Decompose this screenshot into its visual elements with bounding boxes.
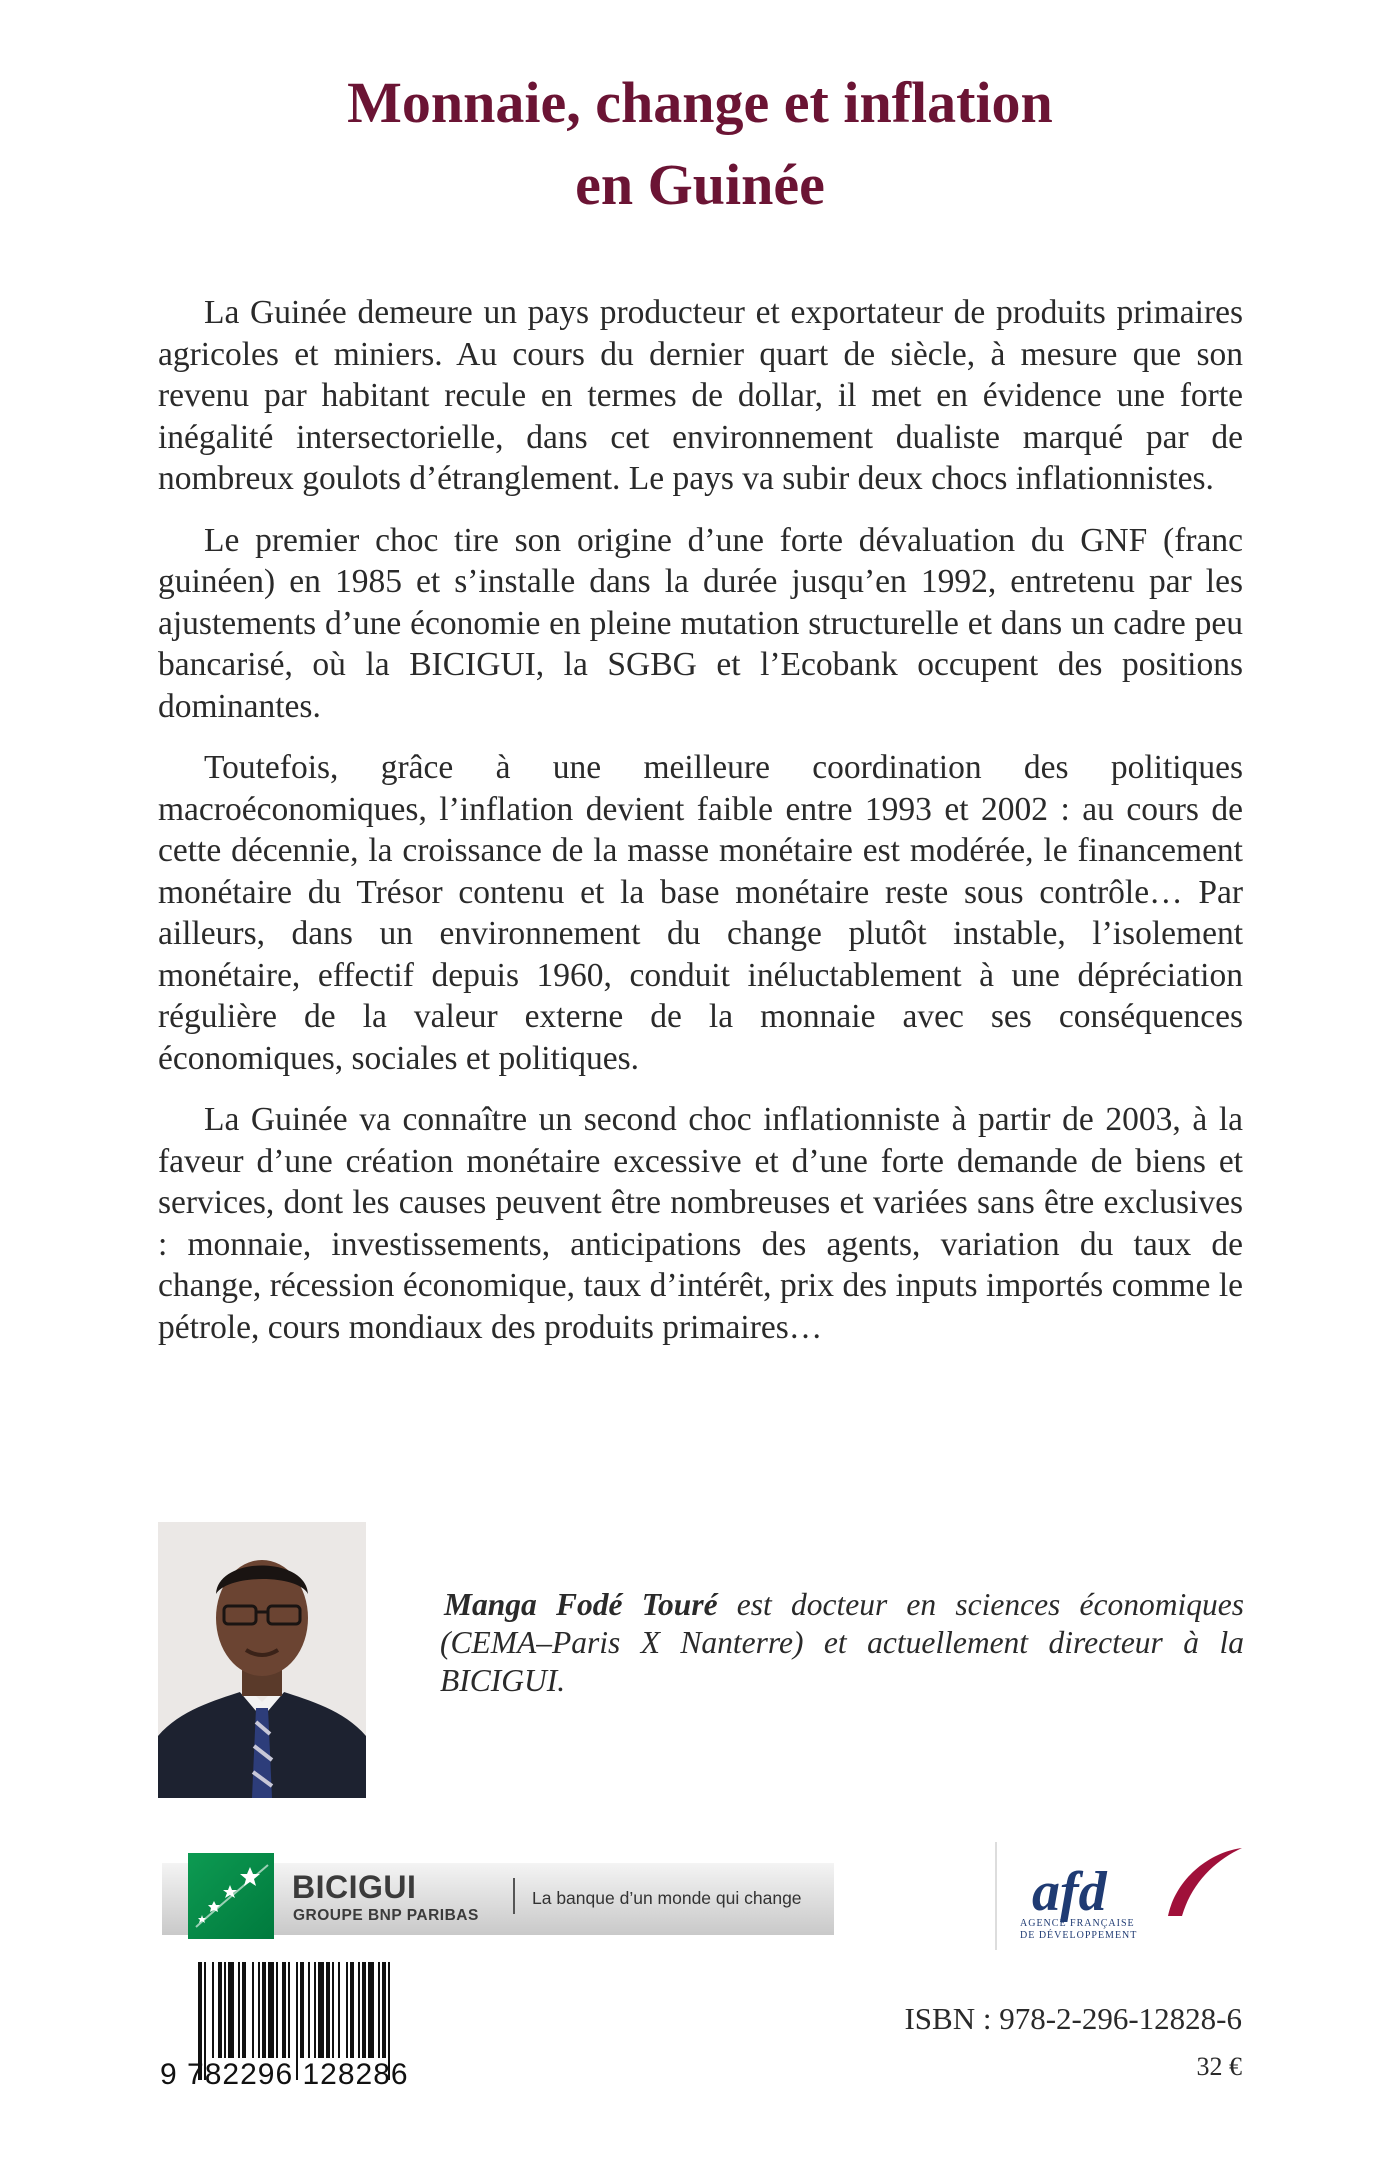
barcode-digits: 9 782296 128286 [160, 2058, 409, 2091]
author-bio [440, 1586, 1244, 1700]
afd-line-2: DE DÉVELOPPEMENT [1020, 1930, 1138, 1941]
author-name: Manga Fodé Touré [444, 1587, 718, 1622]
afd-acronym: afd [1032, 1861, 1107, 1923]
author-photo [158, 1522, 366, 1798]
blurb [158, 292, 1243, 1368]
blurb-paragraph-4: La Guinée va connaître un second choc inflationniste à partir de 2003, à la faveur d’une création monétaire excessive et d’une forte demande de biens et services, dont les causes peuvent être nombreuses et variées sans être exclusives : monnaie, investissements, anticipations des agents, variation du taux de change, récession économique, taux d’intérêt, prix des inputs importés comme le pétrole, cours mondiaux des produits primaires… [158, 1101, 1243, 1346]
bicigui-group: GROUPE BNP PARIBAS [293, 1907, 479, 1924]
price: 32 € [1196, 2052, 1242, 2081]
author-bio-text: est docteur en sciences économiques (CEMA–Paris X Nanterre) et actuellement directeur à la BICIGUI. [440, 1587, 1244, 1698]
bicigui-name: BICIGUI [292, 1869, 417, 1905]
bicigui-tagline: La banque d’un monde qui change [532, 1888, 802, 1908]
blurb-paragraph-3: Toutefois, grâce à une meilleure coordination des politiques macroéconomiques, l’inflation devient faible entre 1993 et 2002 : au cours de cette décennie, la croissance de la masse monétaire est modérée, le financement monétaire du Trésor contenu et la base monétaire reste sous contrôle… Par ailleurs, dans un environnement du change plutôt instable, l’isolement monétaire, effectif depuis 1960, conduit inéluctablement à une dépréciation régulière de la valeur externe de la monnaie avec ses conséquences économiques, sociales et politiques. [158, 749, 1243, 1077]
afd-line-1: AGENCE FRANÇAISE [1020, 1918, 1135, 1929]
author-portrait-icon [158, 1522, 366, 1798]
blurb-paragraph-1: La Guinée demeure un pays producteur et exportateur de produits primaires agricoles et miniers. Au cours du dernier quart de siècle, à mesure que son revenu par habitant recule en termes de dollar, il met en évidence une forte inégalité intersectorielle, dans cet environnement dualiste marqué par de nombreux goulots d’étranglement. Le pays va subir deux chocs inflationnistes. [158, 294, 1243, 497]
book-title-line-2: en Guinée [575, 152, 825, 217]
bnp-stars-icon [188, 1853, 274, 1939]
afd-logo [990, 1838, 1250, 1956]
isbn: ISBN : 978-2-296-12828-6 [904, 2001, 1242, 2036]
blurb-paragraph-2: Le premier choc tire son origine d’une forte dévaluation du GNF (franc guinéen) en 1985 et s’installe dans la durée jusqu’en 1992, entretenu par les ajustements d’une économie en pleine mutation structurelle et dans un cadre peu bancarisé, où la BICIGUI, la SGBG et l’Ecobank occupent des positions dominantes. [158, 521, 1243, 725]
book-title [0, 62, 1400, 226]
bicigui-separator [513, 1878, 515, 1914]
book-title-line-1: Monnaie, change et inflation [347, 70, 1053, 135]
